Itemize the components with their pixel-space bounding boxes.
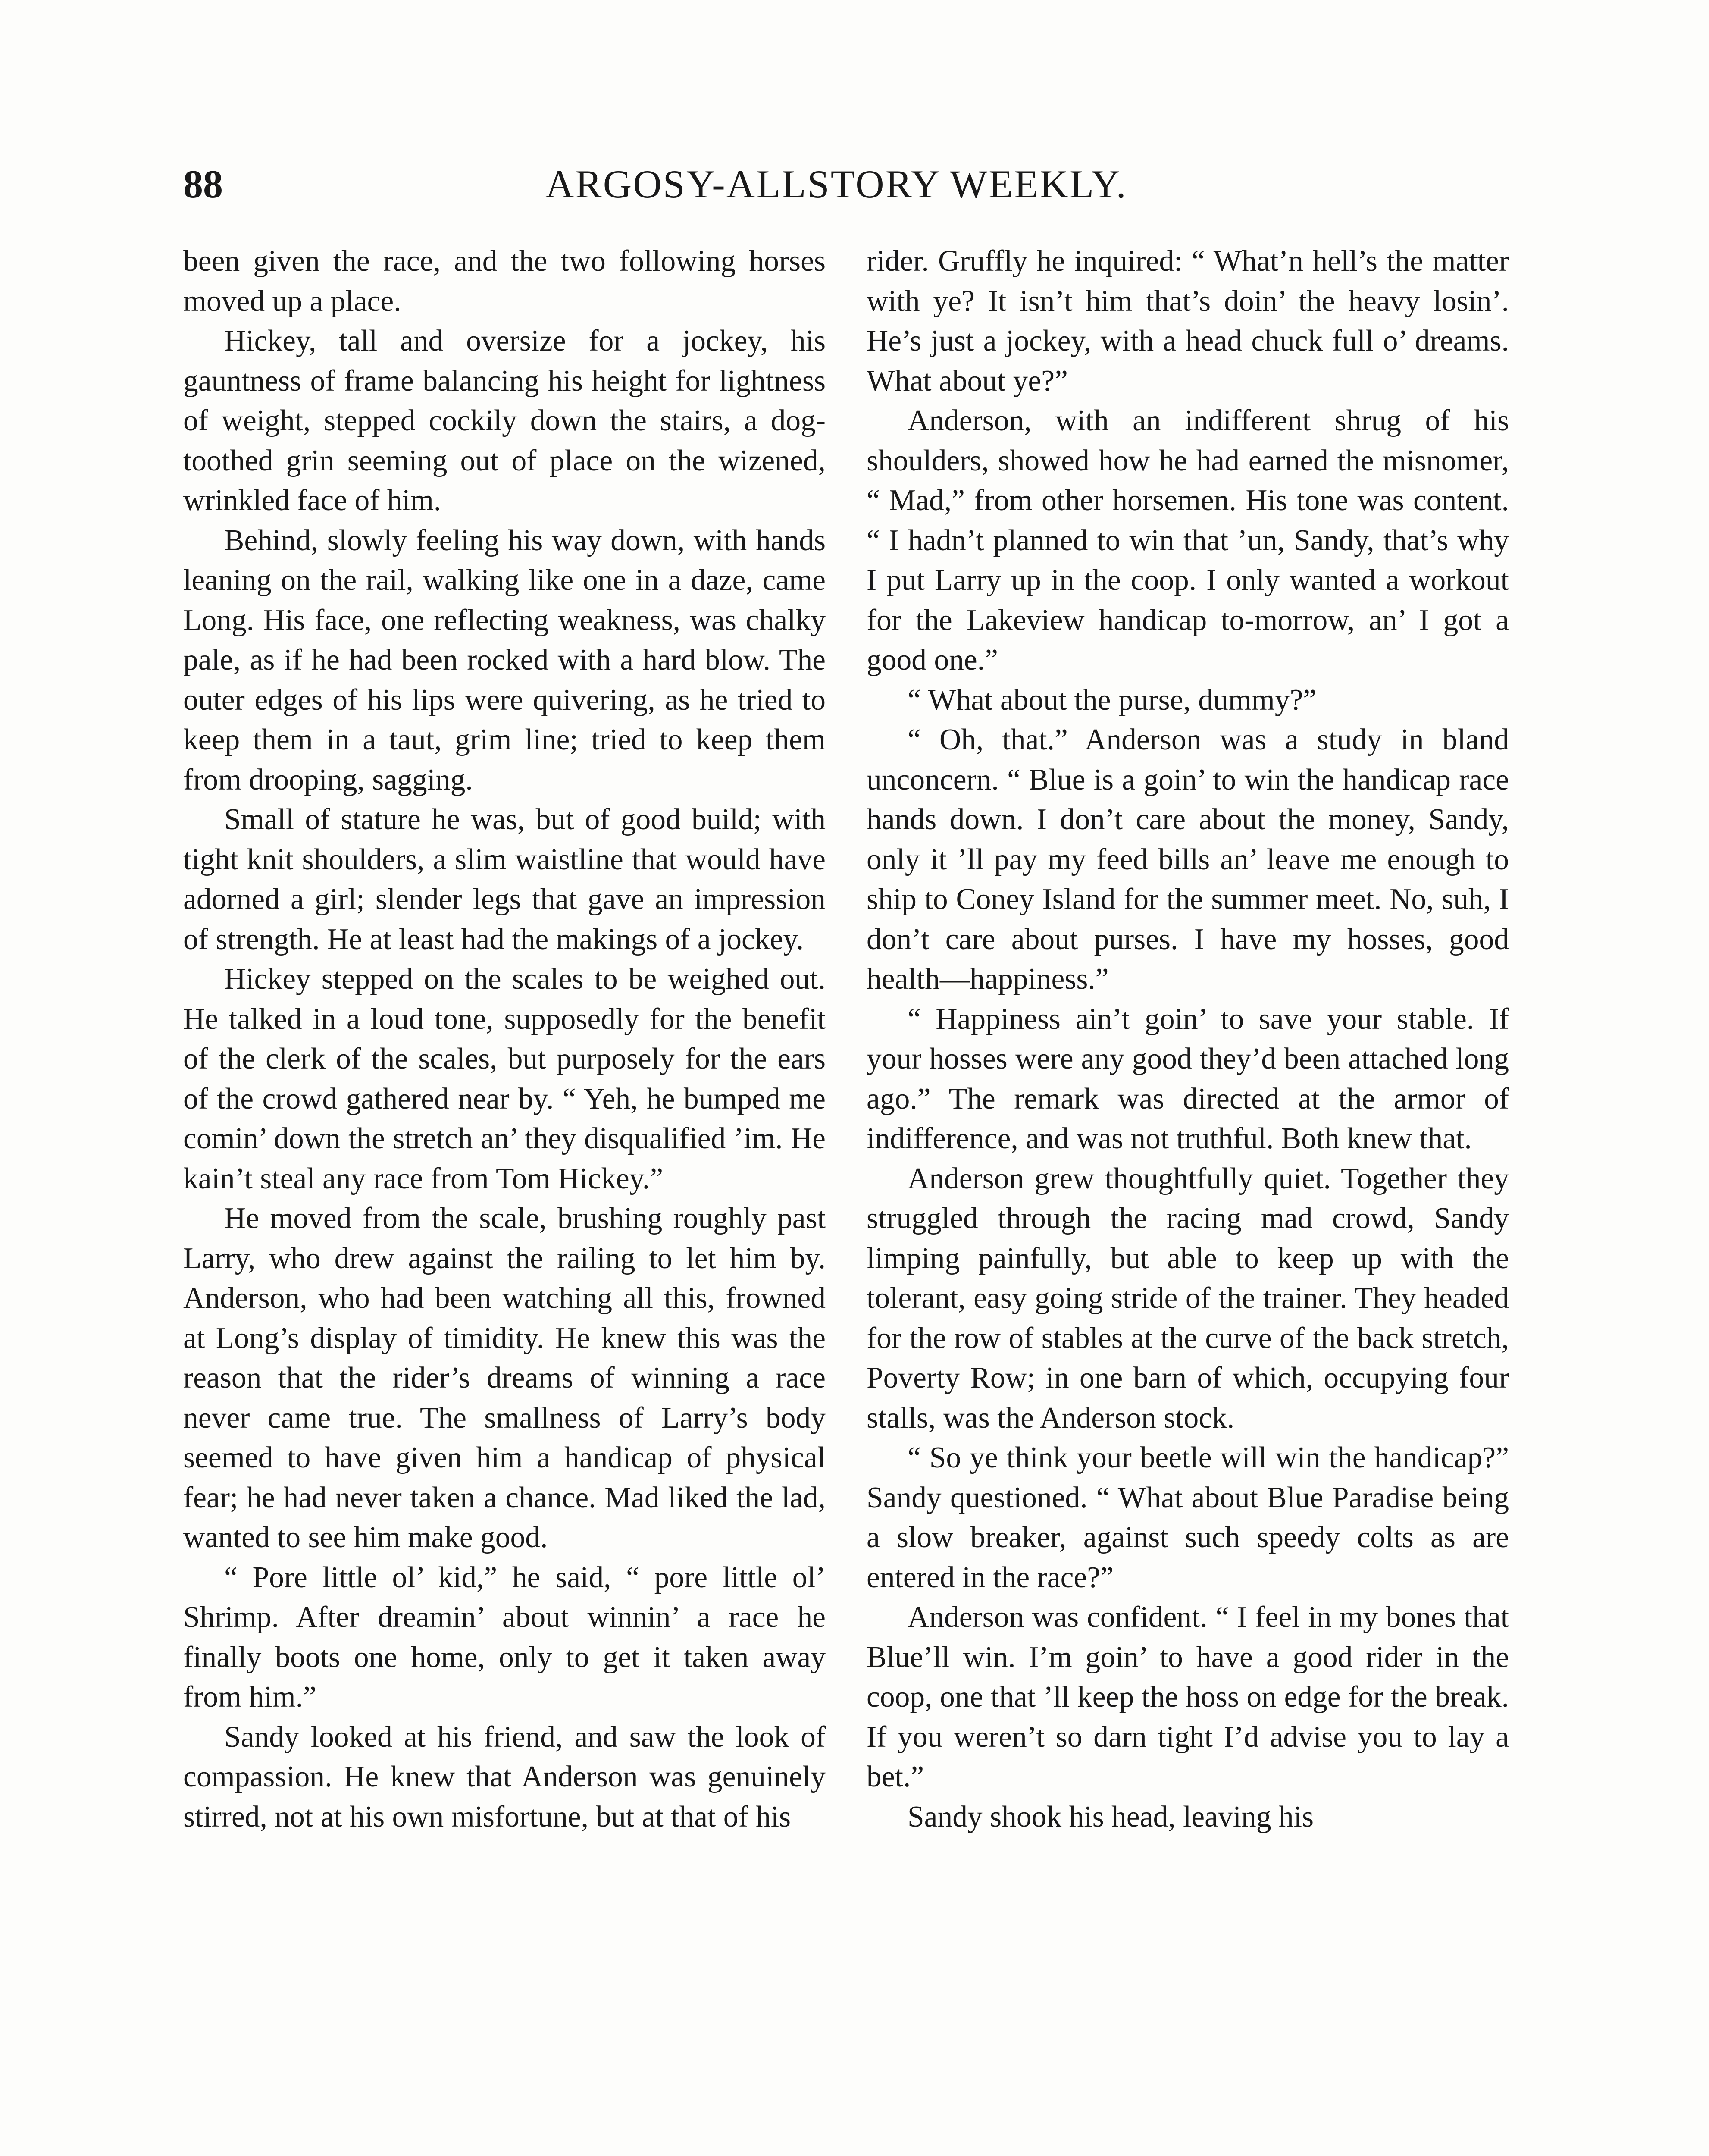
paragraph: Anderson was confident. “ I feel in my bones that Blue’ll win. I’m goin’ to have a good rider in the coop, one that ’ll keep the hoss on edge for the break. If you weren’t so darn tight I’d advise you to lay a bet.” xyxy=(867,1601,1509,1793)
paragraph: “ Pore little ol’ kid,” he said, “ pore little ol’ Shrimp. After dreamin’ about winnin’ a race he finally boots one home, only to get it taken away from him.” xyxy=(183,1561,826,1714)
paragraph: Behind, slowly feeling his way down, with hands leaning on the rail, walking like one in a daze, came Long. His face, one reflecting weakness, was chalky pale, as if he had been rocked with a hard blow. The outer edges of his lips were quivering, as he tried to keep them in a taut, grim line; tried to keep them from drooping, sagging. xyxy=(183,523,826,796)
right-column xyxy=(867,241,1509,1837)
paragraph: Sandy shook his head, leaving his xyxy=(908,1800,1314,1833)
paragraph: He moved from the scale, brushing roughly past Larry, who drew against the railing to let him by. Anderson, who had been watching all this, frowned at Long’s display of timidity. He knew this was the reason that the rider’s dreams of winning a race never came true. The smallness of Larry’s body seemed to have given him a handicap of physical fear; he had never taken a chance. Mad liked the lad, wanted to see him make good. xyxy=(183,1202,826,1554)
page-header xyxy=(183,160,1520,216)
running-title: ARGOSY-ALLSTORY WEEKLY. xyxy=(545,162,1127,206)
paragraph: “ What about the purse, dummy?” xyxy=(908,683,1317,717)
paragraph: Hickey, tall and oversize for a jockey, his gauntness of frame balancing his height for lightness of weight, stepped cockily down the stairs, a dog-toothed grin seeming out of place on the wizened, wrinkled face of him. xyxy=(183,324,826,517)
paragraph: Small of stature he was, but of good build; with tight knit shoulders, a slim waistline that would have adorned a girl; slender legs that gave an impression of strength. He at least had the makings of a jockey. xyxy=(183,803,826,956)
paragraph: Anderson, with an indifferent shrug of his shoulders, showed how he had earned the misnomer, “ Mad,” from other horsemen. His tone was content. “ I hadn’t planned to win that ’un, Sandy, that’s why I put Larry up in the coop. I only wanted a workout for the Lakeview handicap to-morrow, an’ I got a good one.” xyxy=(867,404,1509,677)
paragraph: Sandy looked at his friend, and saw the look of compassion. He knew that Anderson was genuinely stirred, not at his own misfortune, but at that of his xyxy=(183,1720,826,1833)
paragraph: Anderson grew thoughtfully quiet. Together they struggled through the racing mad crowd, Sandy limping painfully, but able to keep up with the tolerant, easy going stride of the trainer. They headed for the row of stables at the curve of the back stretch, Poverty Row; in one barn of which, occupying four stalls, was the Anderson stock. xyxy=(867,1162,1509,1435)
left-column xyxy=(183,241,826,1837)
paragraph: “ Oh, that.” Anderson was a study in bland unconcern. “ Blue is a goin’ to win the handicap race hands down. I don’t care about the money, Sandy, only it ’ll pay my feed bills an’ leave me enough to ship to Coney Island for the summer meet. No, suh, I don’t care about purses. I have my hosses, good health—happiness.” xyxy=(867,723,1509,996)
page-number: 88 xyxy=(183,162,223,206)
paragraph: Hickey stepped on the scales to be weighed out. He talked in a loud tone, supposedly for the benefit of the clerk of the scales, but purposely for the ears of the crowd gathered near by. “ Yeh, he bumped me comin’ down the stretch an’ they disqualified ’im. He kain’t steal any race from Tom Hickey.” xyxy=(183,962,826,1195)
paragraph: “ So ye think your beetle will win the handicap?” Sandy questioned. “ What about Blue Paradise being a slow breaker, against such speedy colts as are entered in the race?” xyxy=(867,1441,1509,1594)
paragraph: rider. Gruffly he inquired: “ What’n hell’s the matter with ye? It isn’t him that’s doin’ the heavy losin’. He’s just a jockey, with a head chuck full o’ dreams. What about ye?” xyxy=(867,244,1509,398)
paragraph: “ Happiness ain’t goin’ to save your stable. If your hosses were any good they’d been attached long ago.” The remark was directed at the armor of indifference, and was not truthful. Both knew that. xyxy=(867,1002,1509,1155)
paragraph: been given the race, and the two following horses moved up a place. xyxy=(183,244,826,318)
